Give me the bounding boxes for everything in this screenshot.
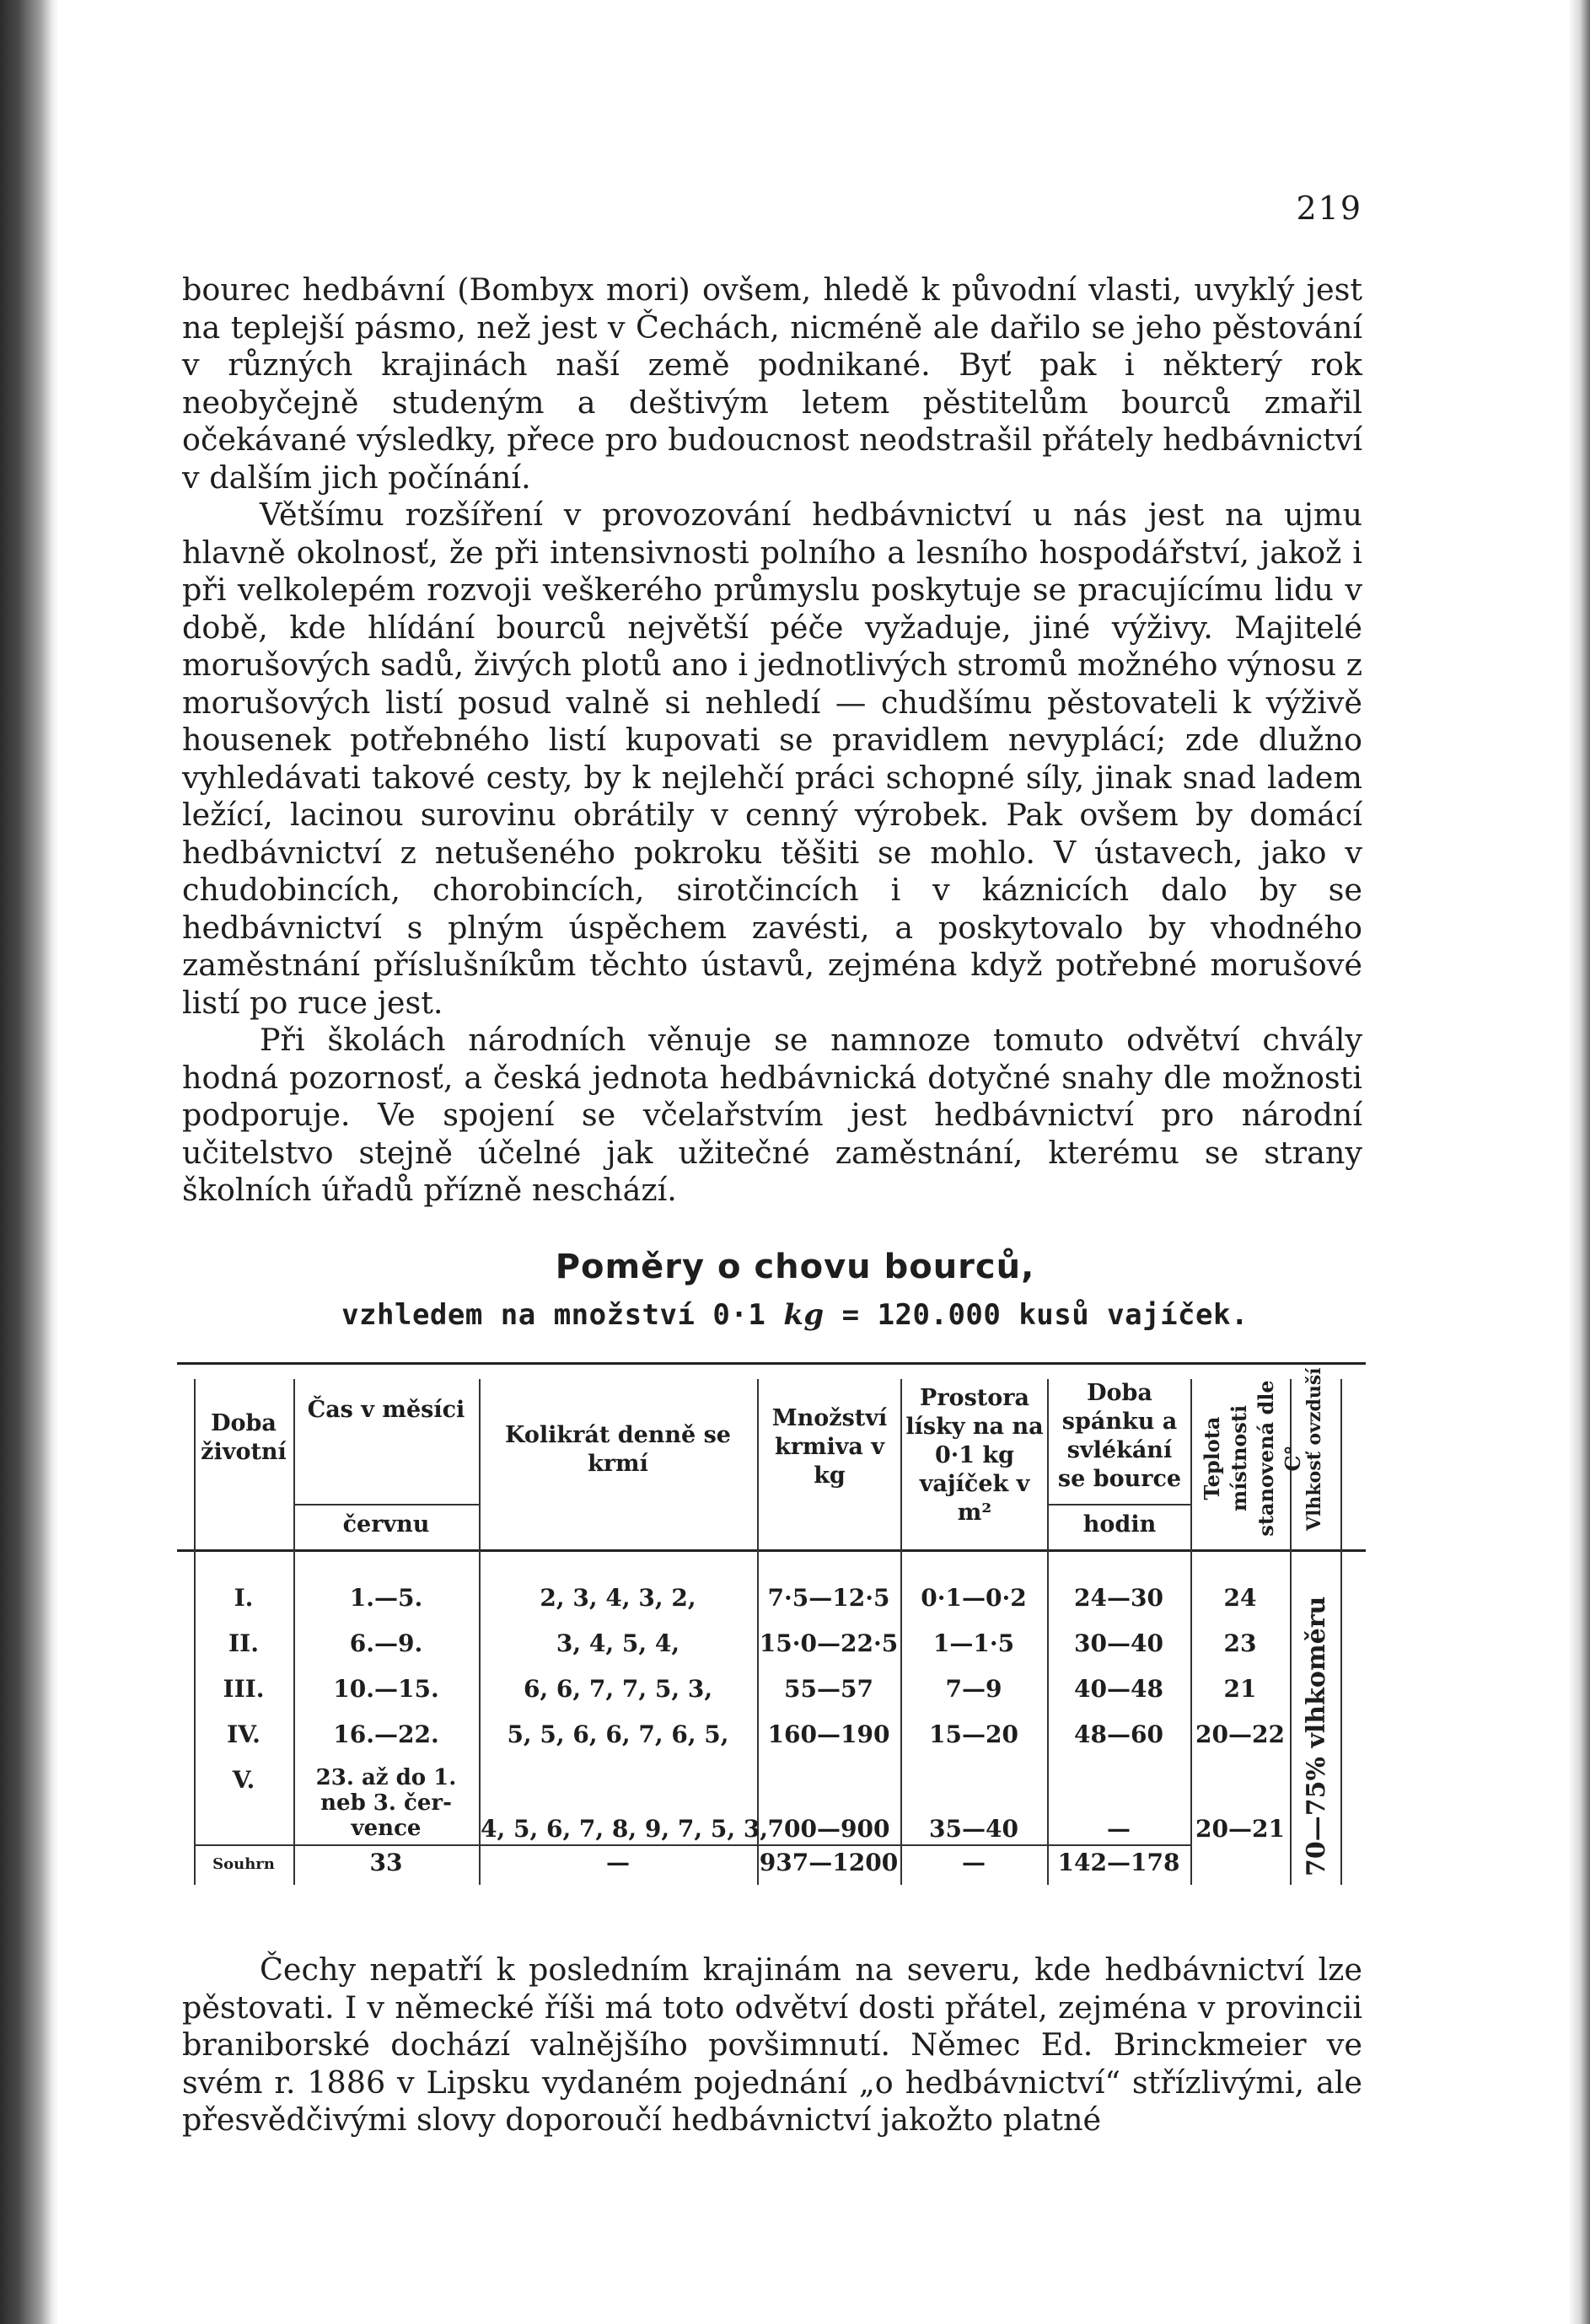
row-4-cas: 16.—22. (333, 1720, 439, 1748)
row-1-cas: 1.—5. (349, 1584, 423, 1612)
row-4-prostora: 15—20 (929, 1720, 1018, 1748)
subtitle-prefix: vzhledem na množství 0·1 (341, 1298, 784, 1332)
row-5-cas-line-2: neb 3. čer- (320, 1790, 452, 1816)
total-rule (194, 1844, 1190, 1846)
total-krmivo: 937—1200 (759, 1849, 899, 1876)
subtitle-unit: kg (783, 1298, 825, 1332)
closing-paragraph: Čechy nepatří k posledním krajinám na severu, kde hedbávnictví lze pěstovati. I v německé říši má toto odvětví dosti přátel, zejména v provincii braniborské dochází valnějšího povšimnutí. Němec Ed. Brinckmeier ve svém r. 1886 v Lipsku vydaném pojednání „o hedbávnictví“ střízlivými, ale přesvědčivými slovy doporoučí hedbávnictví jakožto platné (182, 1951, 1362, 2138)
header-cas-rule (295, 1504, 479, 1506)
row-5-doba: V. (232, 1766, 255, 1794)
row-1-doba: I. (234, 1584, 254, 1612)
subtitle-suffix: = 120.000 kusů vajíček. (824, 1298, 1249, 1332)
scan-edge-right (1568, 0, 1590, 2324)
row-2-krmi: 3, 4, 5, 4, (556, 1629, 680, 1657)
header-kolikrat: Kolikrát denně se krmí (505, 1422, 731, 1477)
total-spanek: 142—178 (1057, 1849, 1180, 1876)
table-subtitle (0, 1298, 1590, 1332)
header-teplota: Teplota místnosti stanovená dle C° (1200, 1380, 1305, 1537)
paragraph-2: Většímu rozšíření v provozování hedbávnictví u nás jest na ujmu hlavně okolnosť, že při intensivnosti polního a lesního hospodářství, jakož i při velkolepém rozvoji veškerého průmyslu poskytuje se pracujícímu lidu v době, kde hlídání bourců největší péče vyžaduje, jiné výživy. Majitelé morušových sadů, živých plotů ano i jednotlivých stromů možného výnosu z morušových listí posud valně si nehledí — chudšímu pěstovateli k výživě housenek potřebného listí kupovati se pravidlem nevyplácí; zde dlužno vyhledávati takové cesty, by k nejlehčí práci schopné síly, jinak snad ladem ležící, lacinou surovinu obrátily v cenný výrobek. Pak ovšem by domácí hedbávnictví z netušeného pokroku těšiti se mohlo. V ústavech, jako v chudobincích, chorobincích, sirotčincích i v káznicích dalo by se hedbávnictví s plným úspěchem zavésti, a poskytovalo by vhodného zaměstnání příslušníkům těchto ústavů, zejména když potřebné morušové listí po ruce jest. (182, 496, 1362, 1021)
row-1-krmivo: 7·5—12·5 (767, 1584, 890, 1612)
header-spanek-rule (1049, 1504, 1190, 1506)
row-1-prostora: 0·1—0·2 (921, 1584, 1027, 1612)
body-text-top (182, 271, 1362, 1210)
paragraph-1: bourec hedbávní (Bombyx mori) ovšem, hledě k původní vlasti, uvyklý jest na teplejší pásmo, než jest v Čechách, nicméně ale dařilo se jeho pěstování v různých krajinách naší země podnikané. Byť pak i některý rok neobyčejně studeným a deštivým letem pěstitelům bourců zmařil očekávané výsledky, přece pro budoucnost neodstrašil přátely hedbávnictví v dalším jich počínání. (182, 271, 1362, 496)
paragraph-3: Při školách národních věnuje se namnoze tomuto odvětví chvály hodná pozornosť, a česká jednota hedbávnická dotyčné snahy dle možnosti podporuje. Ve spojení se včelařstvím jest hedbávnictví pro národní učitelstvo stejně účelné jak užitečné zaměstnání, kterému se strany školních úřadů přízně neschází. (182, 1022, 1362, 1208)
header-prostora: Prostora lísky na na 0·1 kg vajíček v m² (905, 1385, 1044, 1526)
page-number: 219 (1296, 190, 1362, 227)
row-1-teplota: 24 (1223, 1584, 1257, 1612)
row-2-teplota: 23 (1223, 1629, 1257, 1657)
row-3-cas: 10.—15. (333, 1675, 439, 1703)
row-4-krmi: 5, 5, 6, 6, 7, 6, 5, (507, 1720, 729, 1748)
row-3-krmi: 6, 6, 7, 7, 5, 3, (523, 1675, 713, 1703)
table-header-rule (177, 1549, 1366, 1552)
row-2-doba: II. (228, 1629, 259, 1657)
total-prostora: — (962, 1849, 986, 1876)
header-doba: Doba životní (201, 1410, 287, 1465)
scan-edge-left (0, 0, 59, 2324)
breeding-table (177, 1362, 1366, 1910)
row-1-krmi: 2, 3, 4, 3, 2, (540, 1584, 696, 1612)
header-mnozstvi: Množství krmiva v kg (771, 1405, 888, 1489)
row-5-cas-line-3: vence (351, 1816, 422, 1841)
row-2-krmivo: 15·0—22·5 (759, 1629, 899, 1657)
row-5-prostora: 35—40 (929, 1815, 1018, 1843)
header-cas: Čas v měsíci (307, 1397, 465, 1423)
row-5-krmivo: 700—900 (767, 1815, 890, 1843)
row-5-teplota: 20—21 (1195, 1815, 1285, 1843)
row-3-teplota: 21 (1223, 1675, 1257, 1703)
total-label: Souhrn (212, 1855, 275, 1873)
header-cas-sub: červnu (342, 1511, 430, 1538)
row-3-doba: III. (223, 1675, 265, 1703)
row-3-spanek: 40—48 (1074, 1675, 1163, 1703)
table-top-rule (177, 1362, 1366, 1365)
row-1-spanek: 24—30 (1074, 1584, 1163, 1612)
col-line-8 (1340, 1379, 1342, 1885)
row-4-krmivo: 160—190 (767, 1720, 890, 1748)
row-5-cas-line-1: 23. až do 1. (315, 1765, 457, 1790)
row-5-spanek: — (1107, 1815, 1131, 1843)
row-5-krmi: 4, 5, 6, 7, 8, 9, 7, 5, 3, (481, 1815, 769, 1843)
row-3-krmivo: 55—57 (784, 1675, 873, 1703)
row-4-doba: IV. (227, 1720, 261, 1748)
row-2-prostora: 1—1·5 (932, 1629, 1015, 1657)
header-spanek-sub: hodin (1082, 1511, 1157, 1538)
total-cas: 33 (369, 1849, 403, 1876)
table-title: Poměry o chovu bourců, (555, 1248, 1035, 1286)
humidity-note: 70—75% vlhkoměru (1302, 1596, 1331, 1876)
row-4-spanek: 48—60 (1074, 1720, 1163, 1748)
row-2-spanek: 30—40 (1074, 1629, 1163, 1657)
header-spanek: Doba spánku a svlékání se bource (1057, 1380, 1182, 1492)
header-vlhkost: Vlhkosť ovzduší (1303, 1367, 1325, 1531)
row-3-prostora: 7—9 (945, 1675, 1002, 1703)
row-2-cas: 6.—9. (349, 1629, 423, 1657)
row-4-teplota: 20—22 (1195, 1720, 1285, 1748)
total-krmi: — (606, 1849, 630, 1876)
